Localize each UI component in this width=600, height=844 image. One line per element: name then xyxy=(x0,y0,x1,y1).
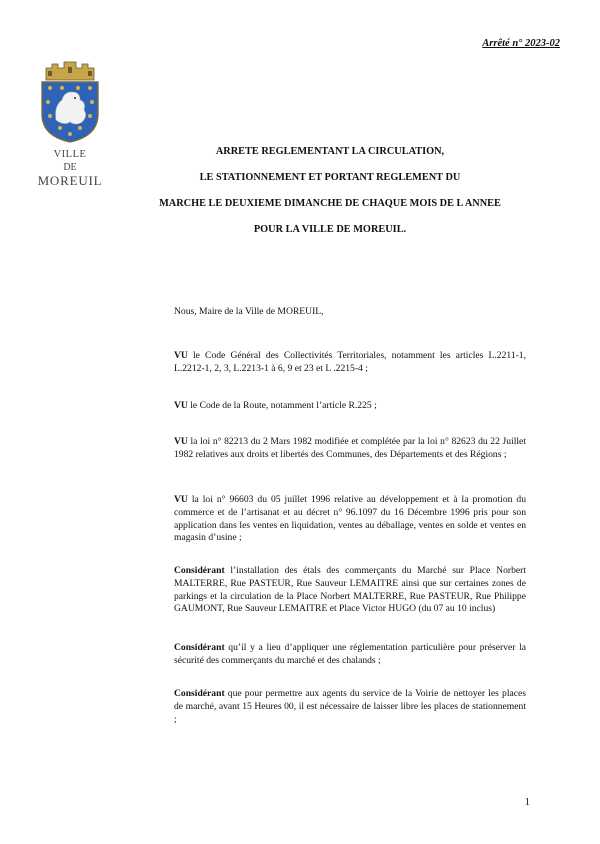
vu-text: la loi n° 82213 du 2 Mars 1982 modifiée et complétée par la loi n° 82623 du 22 Juillet 1982 relatives aux droits et libertés des Communes, des Départements et des Régions ; xyxy=(174,436,526,460)
vu-text: le Code Général des Collectivités Territoriales, notamment les articles L.2211-1, L.2212-1, 2, 3, L.2213-1 à 6, 9 et 23 et L .2215-4 ; xyxy=(174,350,526,374)
title-line-1: ARRETE REGLEMENTANT LA CIRCULATION, xyxy=(215,146,445,157)
vu-paragraph-4 xyxy=(174,494,526,545)
title-line-3: MARCHE LE DEUXIEME DIMANCHE DE CHAQUE MOIS DE L ANNEE xyxy=(159,198,501,209)
town-line-moreuil: MOREUIL xyxy=(37,173,103,188)
considerant-lead: Considérant xyxy=(174,642,225,653)
intro-paragraph: Nous, Maire de la Ville de MOREUIL, xyxy=(174,306,324,317)
vu-lead: VU xyxy=(174,400,188,411)
considerant-lead: Considérant xyxy=(174,688,225,699)
considerant-paragraph-3 xyxy=(174,688,526,726)
considerant-text: qu’il y a lieu d’appliquer une réglementation particulière pour préserver la sécurité des commerçants du marché et des chalands ; xyxy=(174,642,526,666)
considerant-text: que pour permettre aux agents du service de la Voirie de nettoyer les places de marché, avant 15 Heures 00, il est nécessaire de laisser libre les places de stationnement ; xyxy=(174,688,526,725)
considerant-paragraph-2 xyxy=(174,642,526,668)
moreuil-coat-of-arms-icon xyxy=(34,58,106,144)
town-name-block xyxy=(30,148,110,187)
town-line-ville: VILLE xyxy=(53,149,87,160)
title-line-2: LE STATIONNEMENT ET PORTANT REGLEMENT DU xyxy=(199,172,461,183)
vu-lead: VU xyxy=(174,350,188,361)
vu-text: la loi n° 96603 du 05 juillet 1996 relative au développement et à la promotion du commerce et de l’artisanat et au décret n° 96.1097 du 16 Décembre 1996 pris pour son application dans les ventes en liquidation, ventes au déballage, ventes en solde et ventes en magasin d’usine ; xyxy=(174,494,526,544)
considerant-paragraph-1 xyxy=(174,565,526,616)
vu-paragraph-1 xyxy=(174,350,526,376)
considerant-text: l’installation des étals des commerçants du Marché sur Place Norbert MALTERRE, Rue PASTEUR, Rue Sauveur LEMAITRE ainsi que sur certaines zones de parkings et la circulation de la Place Norbert MALTERRE, Rue PASTEUR, Rue Philippe GAUMONT, Rue Sauveur LEMAITRE et Place Victor HUGO (du 07 au 10 inclus) xyxy=(174,565,526,615)
title-line-4: POUR LA VILLE DE MOREUIL. xyxy=(253,224,407,235)
vu-paragraph-3 xyxy=(174,436,526,462)
town-line-de: DE xyxy=(63,162,77,173)
decree-reference: Arrêté n° 2023-02 xyxy=(482,38,560,49)
vu-lead: VU xyxy=(174,494,188,505)
page-number: 1 xyxy=(524,797,530,808)
vu-text: le Code de la Route, notamment l’article R.225 ; xyxy=(187,400,377,411)
vu-lead: VU xyxy=(174,436,188,447)
considerant-lead: Considérant xyxy=(174,565,225,576)
vu-paragraph-2 xyxy=(174,400,526,413)
